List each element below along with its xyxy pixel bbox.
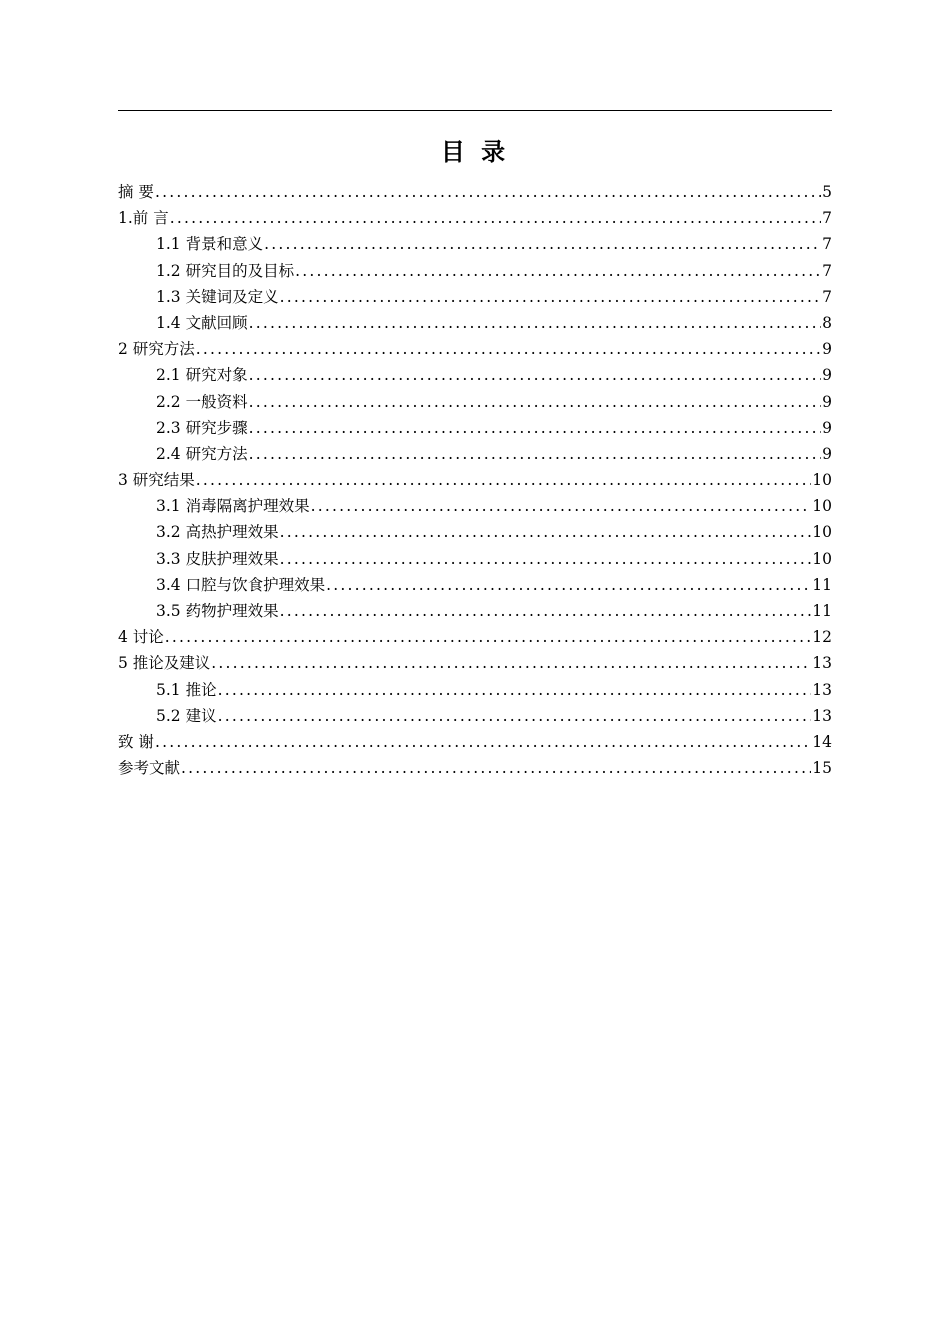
- toc-entry[interactable]: [118, 729, 832, 755]
- toc-entry[interactable]: [118, 703, 832, 729]
- toc-entry-page-number: 13: [812, 706, 832, 725]
- toc-dot-leader: [211, 650, 811, 676]
- toc-dot-leader: [280, 546, 812, 572]
- toc-dot-leader: [249, 441, 822, 467]
- toc-entry[interactable]: [118, 650, 832, 676]
- toc-entry-page-number: 5: [822, 183, 832, 201]
- toc-entry-label: 3.3 皮肤护理效果: [156, 549, 279, 568]
- toc-title: 目 录: [440, 138, 510, 166]
- toc-list: [118, 179, 832, 781]
- toc-dot-leader: [249, 389, 822, 415]
- toc-entry-label: 3.4 口腔与饮食护理效果: [156, 575, 326, 594]
- toc-entry-label: 5.2 建议: [156, 706, 217, 725]
- toc-entry-page-number: 11: [812, 602, 832, 620]
- toc-entry[interactable]: [118, 493, 832, 519]
- toc-dot-leader: [165, 624, 811, 650]
- toc-entry-page-number: 10: [812, 471, 832, 490]
- toc-entry-page-number: 7: [822, 235, 832, 254]
- toc-entry-label: 2.1 研究对象: [156, 366, 248, 385]
- toc-entry[interactable]: [118, 362, 832, 388]
- toc-dot-leader: [181, 755, 811, 781]
- header-rule: [118, 110, 832, 111]
- toc-entry-label: 1.1 背景和意义: [156, 235, 264, 254]
- toc-entry-label: 1.4 文献回顾: [156, 313, 248, 332]
- toc-entry[interactable]: [118, 179, 832, 205]
- toc-entry-label: 致 谢: [118, 732, 154, 751]
- toc-entry-label: 1.3 关键词及定义: [156, 287, 279, 306]
- toc-dot-leader: [196, 336, 821, 362]
- toc-entry-label: 4 讨论: [118, 628, 164, 647]
- toc-dot-leader: [249, 362, 822, 388]
- toc-dot-leader: [264, 231, 821, 257]
- toc-entry[interactable]: [118, 467, 832, 493]
- toc-dot-leader: [280, 598, 812, 624]
- toc-entry-label: 2 研究方法: [118, 340, 195, 359]
- toc-entry[interactable]: [118, 336, 832, 362]
- toc-entry-page-number: 15: [812, 759, 832, 778]
- toc-entry[interactable]: [118, 441, 832, 467]
- toc-dot-leader: [280, 284, 822, 310]
- toc-entry-page-number: 7: [822, 287, 832, 306]
- toc-entry-label: 3.5 药物护理效果: [156, 602, 279, 620]
- toc-dot-leader: [295, 258, 821, 284]
- toc-entry[interactable]: [118, 624, 832, 650]
- toc-entry-page-number: 7: [822, 209, 832, 228]
- toc-entry-label: 1.前 言: [118, 209, 169, 228]
- toc-entry[interactable]: [118, 572, 832, 598]
- toc-entry-page-number: 10: [812, 523, 832, 542]
- toc-entry[interactable]: [118, 415, 832, 441]
- toc-entry-page-number: 9: [822, 444, 832, 463]
- toc-entry[interactable]: [118, 310, 832, 336]
- toc-dot-leader: [311, 493, 812, 519]
- toc-entry-page-number: 8: [822, 313, 832, 332]
- toc-entry-page-number: 10: [812, 497, 832, 516]
- toc-entry-label: 5 推论及建议: [118, 654, 211, 673]
- toc-entry-label: 2.3 研究步骤: [156, 418, 248, 437]
- toc-entry[interactable]: [118, 546, 832, 572]
- toc-dot-leader: [218, 677, 812, 703]
- toc-entry[interactable]: [118, 231, 832, 257]
- toc-entry-page-number: 13: [812, 680, 832, 699]
- toc-entry-label: 3 研究结果: [118, 471, 195, 490]
- toc-entry-label: 2.4 研究方法: [156, 444, 248, 463]
- toc-dot-leader: [249, 310, 822, 336]
- toc-entry-page-number: 14: [812, 732, 832, 751]
- toc-entry-page-number: 10: [812, 549, 832, 568]
- toc-entry-page-number: 9: [822, 366, 832, 385]
- toc-entry-label: 2.2 一般资料: [156, 392, 248, 411]
- toc-entry-label: 摘 要: [118, 183, 154, 201]
- toc-entry-page-number: 13: [812, 654, 832, 673]
- toc-dot-leader: [155, 729, 811, 755]
- toc-entry[interactable]: [118, 598, 832, 624]
- toc-entry-label: 参考文献: [118, 759, 181, 778]
- toc-entry[interactable]: [118, 677, 832, 703]
- toc-entry[interactable]: [118, 755, 832, 781]
- toc-entry-page-number: 12: [812, 628, 832, 647]
- toc-dot-leader: [280, 519, 812, 545]
- toc-entry[interactable]: [118, 205, 832, 231]
- toc-entry-page-number: 9: [822, 392, 832, 411]
- toc-entry-label: 1.2 研究目的及目标: [156, 261, 295, 280]
- toc-dot-leader: [326, 572, 811, 598]
- toc-dot-leader: [218, 703, 812, 729]
- toc-entry[interactable]: [118, 389, 832, 415]
- toc-dot-leader: [196, 467, 811, 493]
- toc-entry-page-number: 7: [822, 261, 832, 280]
- toc-dot-leader: [155, 179, 821, 205]
- toc-entry-label: 3.1 消毒隔离护理效果: [156, 497, 310, 516]
- toc-entry[interactable]: [118, 258, 832, 284]
- toc-entry-page-number: 9: [822, 418, 832, 437]
- toc-entry-label: 3.2 高热护理效果: [156, 523, 279, 542]
- toc-dot-leader: [249, 415, 822, 441]
- toc-entry-label: 5.1 推论: [156, 680, 217, 699]
- toc-entry-page-number: 11: [812, 575, 832, 594]
- toc-entry-page-number: 9: [822, 340, 832, 359]
- toc-entry[interactable]: [118, 284, 832, 310]
- toc-entry[interactable]: [118, 519, 832, 545]
- toc-dot-leader: [170, 205, 821, 231]
